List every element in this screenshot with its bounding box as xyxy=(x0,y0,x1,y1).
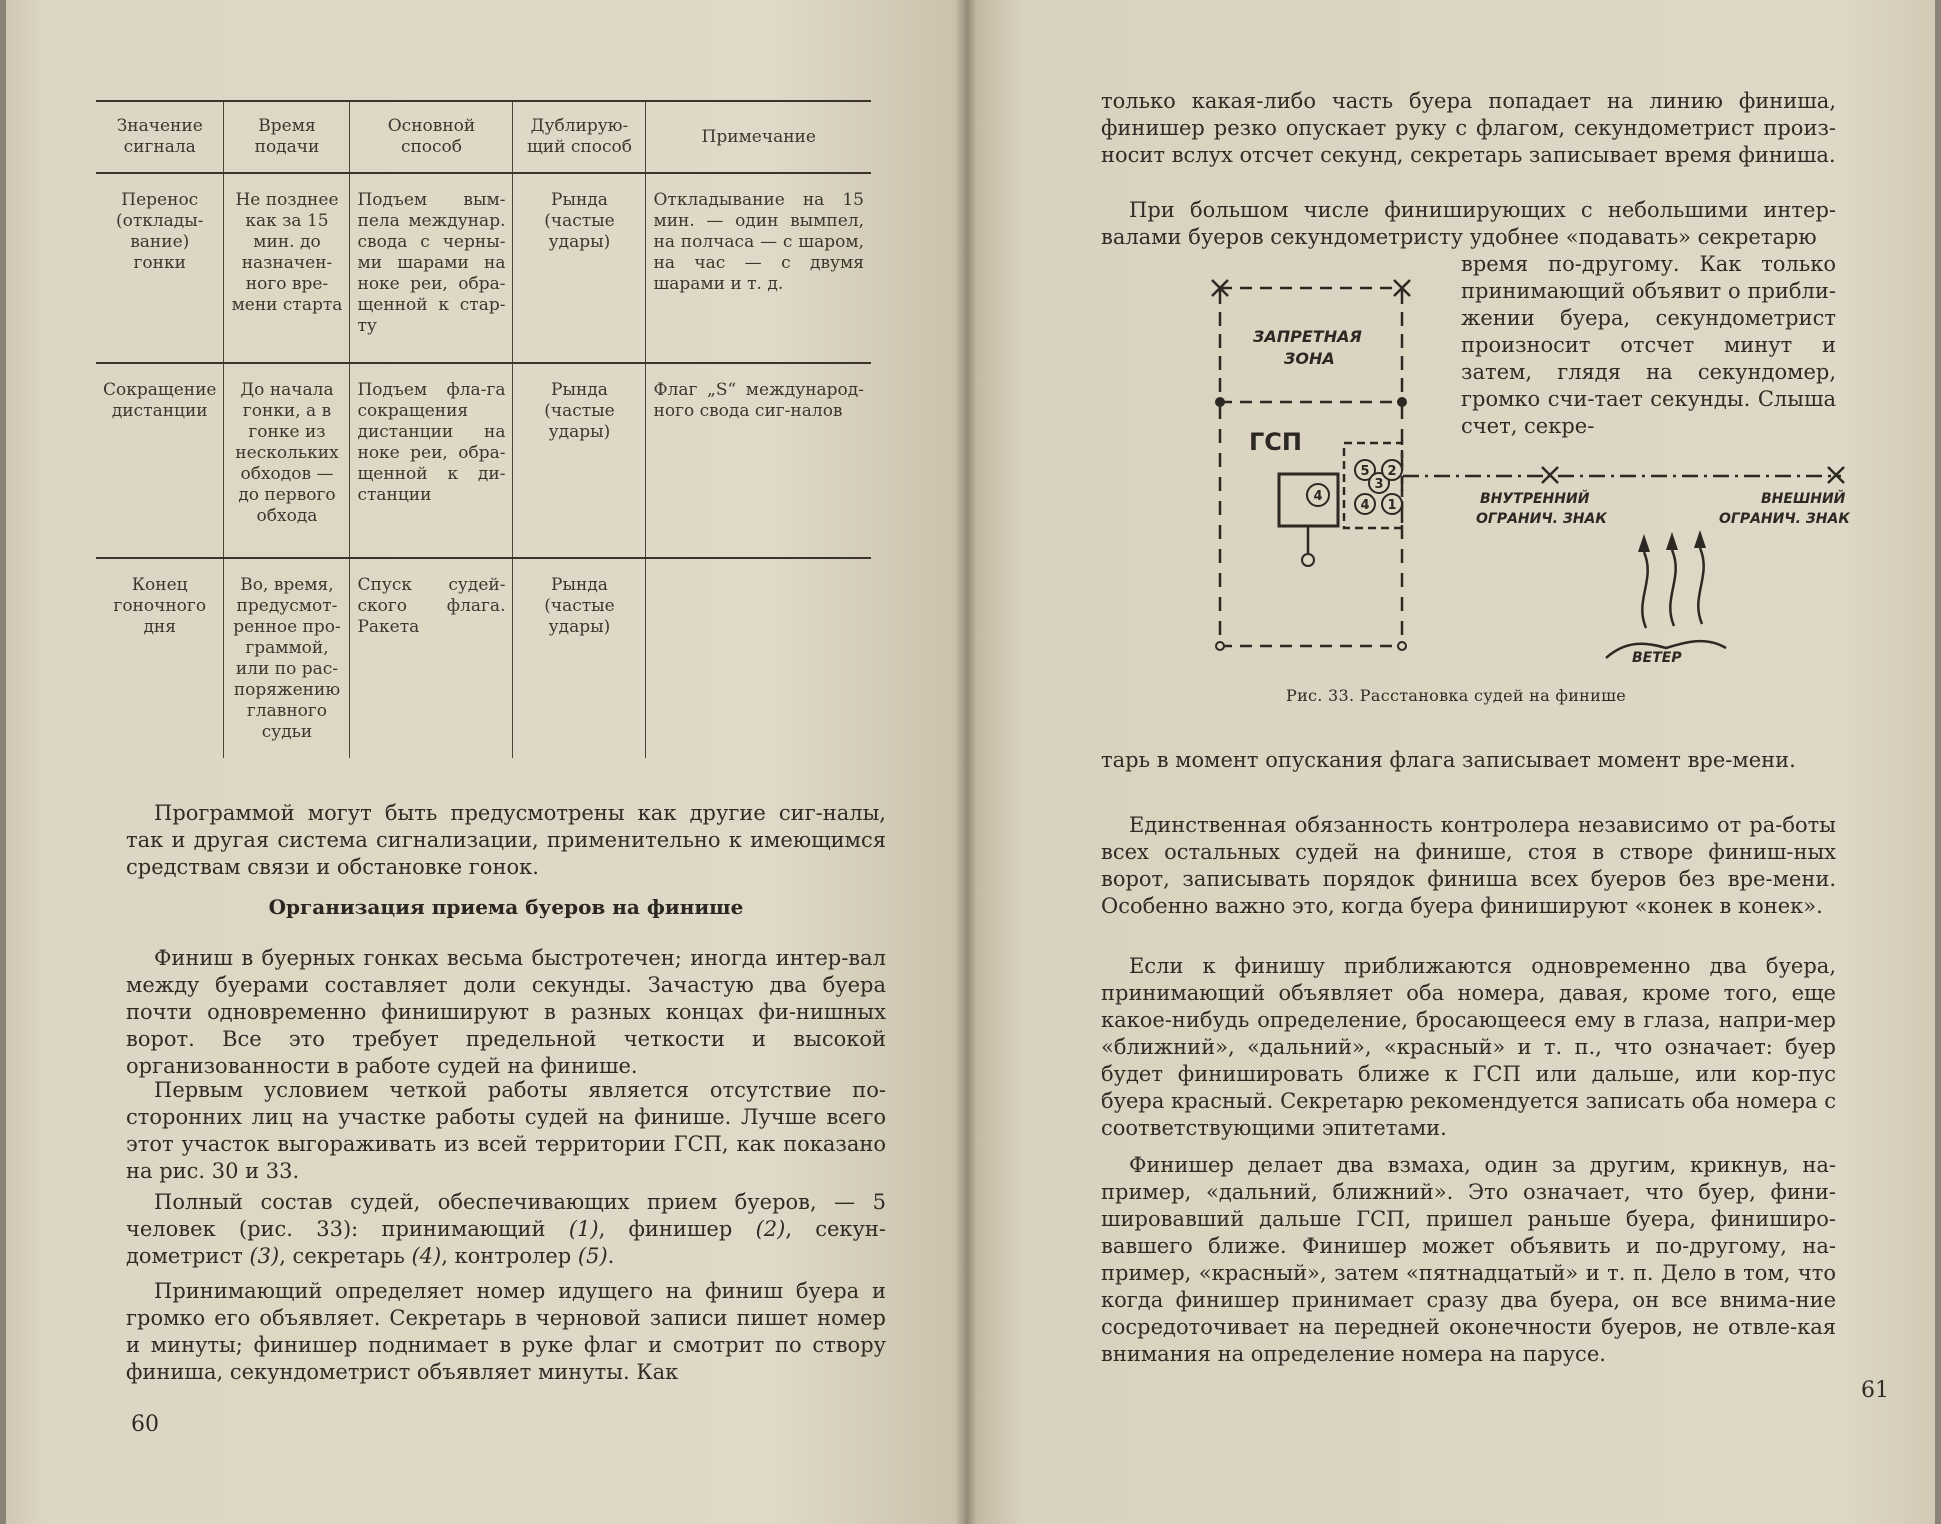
table-row xyxy=(96,363,871,558)
outer-sign-label: ОГРАНИЧ. ЗНАК xyxy=(1719,511,1850,527)
paragraph-wrap: время по-другому. Как только принимающий объявит о прибли-жении буера, секундометрист произносит отсчет минут и затем, глядя на секундомер, громко счи-тает секунды. Слыша счет, секре- xyxy=(1461,252,1836,438)
page-number: 61 xyxy=(1861,1378,1889,1403)
gsp-flag-base xyxy=(1302,554,1314,566)
table-cell: Не позднее как за 15 мин. до назначен-ного вре-мени старта xyxy=(224,173,350,363)
text-run: , контролер xyxy=(441,1244,578,1268)
right-page xyxy=(966,0,1935,1524)
zone-corner-dot xyxy=(1216,642,1224,650)
figure-caption: Рис. 33. Расстановка судей на финише xyxy=(1286,686,1627,705)
judge-label: 1 xyxy=(1387,498,1397,513)
table-cell: Во, время, предусмот-ренное про-граммой, или по рас-поряжению главного судьи xyxy=(224,558,350,758)
gsp-label: ГСП xyxy=(1249,428,1302,456)
paragraph: Если к финишу приближаются одновременно два буера, принимающий объявляет оба номера, давая, кроме того, еще какое-нибудь определение, бросающееся ему в глаза, напри-мер «ближний», «дальний», «красный» и т. п., что означает: буер будет финишировать ближе к ГСП или дальше, или кор-пус буера красный. Секретарю рекомендуется записать оба номера с соответствующими эпитетами. xyxy=(1101,954,1836,1140)
paragraph: Программой могут быть предусмотрены как другие сиг-налы, так и другая система сигнализации, применительно к имеющимся средствам связи и обстановке гонок. xyxy=(126,801,886,879)
paragraph: тарь в момент опускания флага записывает момент вре-мени. xyxy=(1101,748,1796,772)
table-header: Примечание xyxy=(646,101,871,173)
paragraph: Первым условием четкой работы является отсутствие по-сторонних лиц на участке работы судей на финише. Лучше всего этот участок выгораживать из всей территории ГСП, как показано на рис. 30 и 33. xyxy=(126,1078,886,1183)
text-run: , секретарь xyxy=(279,1244,412,1268)
paragraph: Финиш в буерных гонках весьма быстротечен; иногда интер-вал между буерами составляет доли секунды. Зачастую два буера почти одновременно финишируют в разных концах фи-нишных ворот. Все это требует предельной четкости и высокой организованности в работе судей на финише. xyxy=(126,946,886,1078)
table-header: Основной способ xyxy=(350,101,513,173)
wind-arrowhead xyxy=(1666,532,1678,550)
zone-corner-dot xyxy=(1398,642,1406,650)
inner-sign-label: ОГРАНИЧ. ЗНАК xyxy=(1476,511,1607,527)
judge-number: (3) xyxy=(249,1244,280,1268)
outer-sign-label: ВНЕШНИЙ xyxy=(1761,491,1846,507)
book-gutter xyxy=(955,0,977,1524)
table-cell: До начала гонки, а в гонке из нескольких обходов — до первого обхода xyxy=(224,363,350,558)
page-number: 60 xyxy=(131,1412,159,1437)
table-header-row xyxy=(96,101,871,173)
paragraph: При большом числе финиширующих с небольшими интер-валами буеров секундометристу удобнее «подавать» секретарю xyxy=(1101,198,1836,249)
table-cell: Рында (частые удары) xyxy=(513,558,646,758)
table-cell: Рында (частые удары) xyxy=(513,173,646,363)
text-run: . xyxy=(607,1244,615,1268)
table-cell: Спуск судей-ского флага. Ракета xyxy=(350,558,513,758)
paragraph: Принимающий определяет номер идущего на финиш буера и громко его объявляет. Секретарь в черновой записи пишет номер и минуты; финишер поднимает в руке флаг и смотрит по створу финиша, секундометрист объявляет минуты. Как xyxy=(126,1279,886,1384)
wind-arrow xyxy=(1698,548,1703,624)
inner-sign-label: ВНУТРЕННИЙ xyxy=(1480,491,1590,507)
table-cell: Рында (частые удары) xyxy=(513,363,646,558)
gsp-room-number: 4 xyxy=(1313,489,1323,504)
wind-arrowhead xyxy=(1638,534,1650,552)
zone-label: ЗОНА xyxy=(1284,349,1335,368)
table-header: Значение сигнала xyxy=(96,101,224,173)
table-cell: Перенос (отклады-вание) гонки xyxy=(115,190,204,273)
paragraph-staff xyxy=(126,1189,886,1270)
judge-label: 5 xyxy=(1360,464,1370,479)
judge-label: 2 xyxy=(1387,464,1397,479)
table-cell: Подъем вым-пела междунар. свода с черны-ми шарами на ноке реи, обра-щенной к стар-ту xyxy=(350,173,513,363)
table-cell: Подъем фла-га сокращения дистанции на ноке реи, обра-щенной к ди-станции xyxy=(350,363,513,558)
judge-label: 4 xyxy=(1360,498,1370,513)
section-heading: Организация приема буеров на финише xyxy=(268,895,744,919)
text-run: , финишер xyxy=(598,1217,756,1241)
wind-arrow xyxy=(1642,552,1647,628)
table-cell: Конец гоночного дня xyxy=(96,558,224,758)
table-header: Время подачи xyxy=(224,101,350,173)
judge-label: 3 xyxy=(1374,477,1384,492)
zone-label: ЗАПРЕТНАЯ xyxy=(1253,327,1362,346)
signals-table xyxy=(96,100,871,758)
zone-corner-dot xyxy=(1215,397,1225,407)
paragraph: только какая-либо часть буера попадает на линию финиша, финишер резко опускает руку с флагом, секундометрист произ-носит вслух отсчет секунд, секретарь записывает время финиша. xyxy=(1101,89,1836,167)
text-run: Полный состав судей, обеспечивающих прием буеров, — 5 человек (рис. 33): принимающий xyxy=(126,1190,886,1241)
table-cell: Сокращение дистанции xyxy=(96,363,224,558)
table-cell: Откладывание на 15 мин. — один вымпел, на полчаса — с шаром, на час — с двумя шарами и т. д. xyxy=(646,173,871,363)
wind-arrowhead xyxy=(1694,530,1706,548)
paragraph: Единственная обязанность контролера независимо от ра-боты всех остальных судей на финише, стоя в створе финиш-ных ворот, записывать порядок финиша всех буеров без вре-мени. Особенно важно это, когда буера финишируют «конек в конек». xyxy=(1101,813,1836,918)
judge-number: (1) xyxy=(568,1217,599,1241)
finish-layout-figure xyxy=(966,270,1935,680)
table-row xyxy=(96,173,871,363)
judge-number: (2) xyxy=(755,1217,786,1241)
zone-corner-dot xyxy=(1397,397,1407,407)
table-header: Дублирую-щий способ xyxy=(513,101,646,173)
left-page xyxy=(6,0,966,1524)
text-run: , секун-дометрист xyxy=(126,1217,886,1268)
wind-arrow xyxy=(1670,550,1675,626)
table-cell: Флаг „S“ международ-ного свода сиг-налов xyxy=(646,363,871,558)
inner-limit-sign xyxy=(1542,467,1558,483)
judge-number: (5) xyxy=(577,1244,608,1268)
table-row xyxy=(96,558,871,758)
judge-number: (4) xyxy=(411,1244,442,1268)
wind-label: ВЕТЕР xyxy=(1632,650,1682,666)
table-cell xyxy=(646,558,871,758)
paragraph: Финишер делает два взмаха, один за другим, крикнув, на-пример, «дальний, ближний». Это означает, что буер, фини-шировавший дальше ГСП, пришел раньше буера, финиширо-вавшего ближе. Финишер может объявить и по-другому, на-пример, «красный», затем «пятнадцатый» и т. п. Дело в том, что когда финишер принимает сразу два буера, он все внима-ние сосредоточивает на передней оконечности буеров, не отвле-кая внимания на определение номера на парусе. xyxy=(1101,1153,1836,1366)
